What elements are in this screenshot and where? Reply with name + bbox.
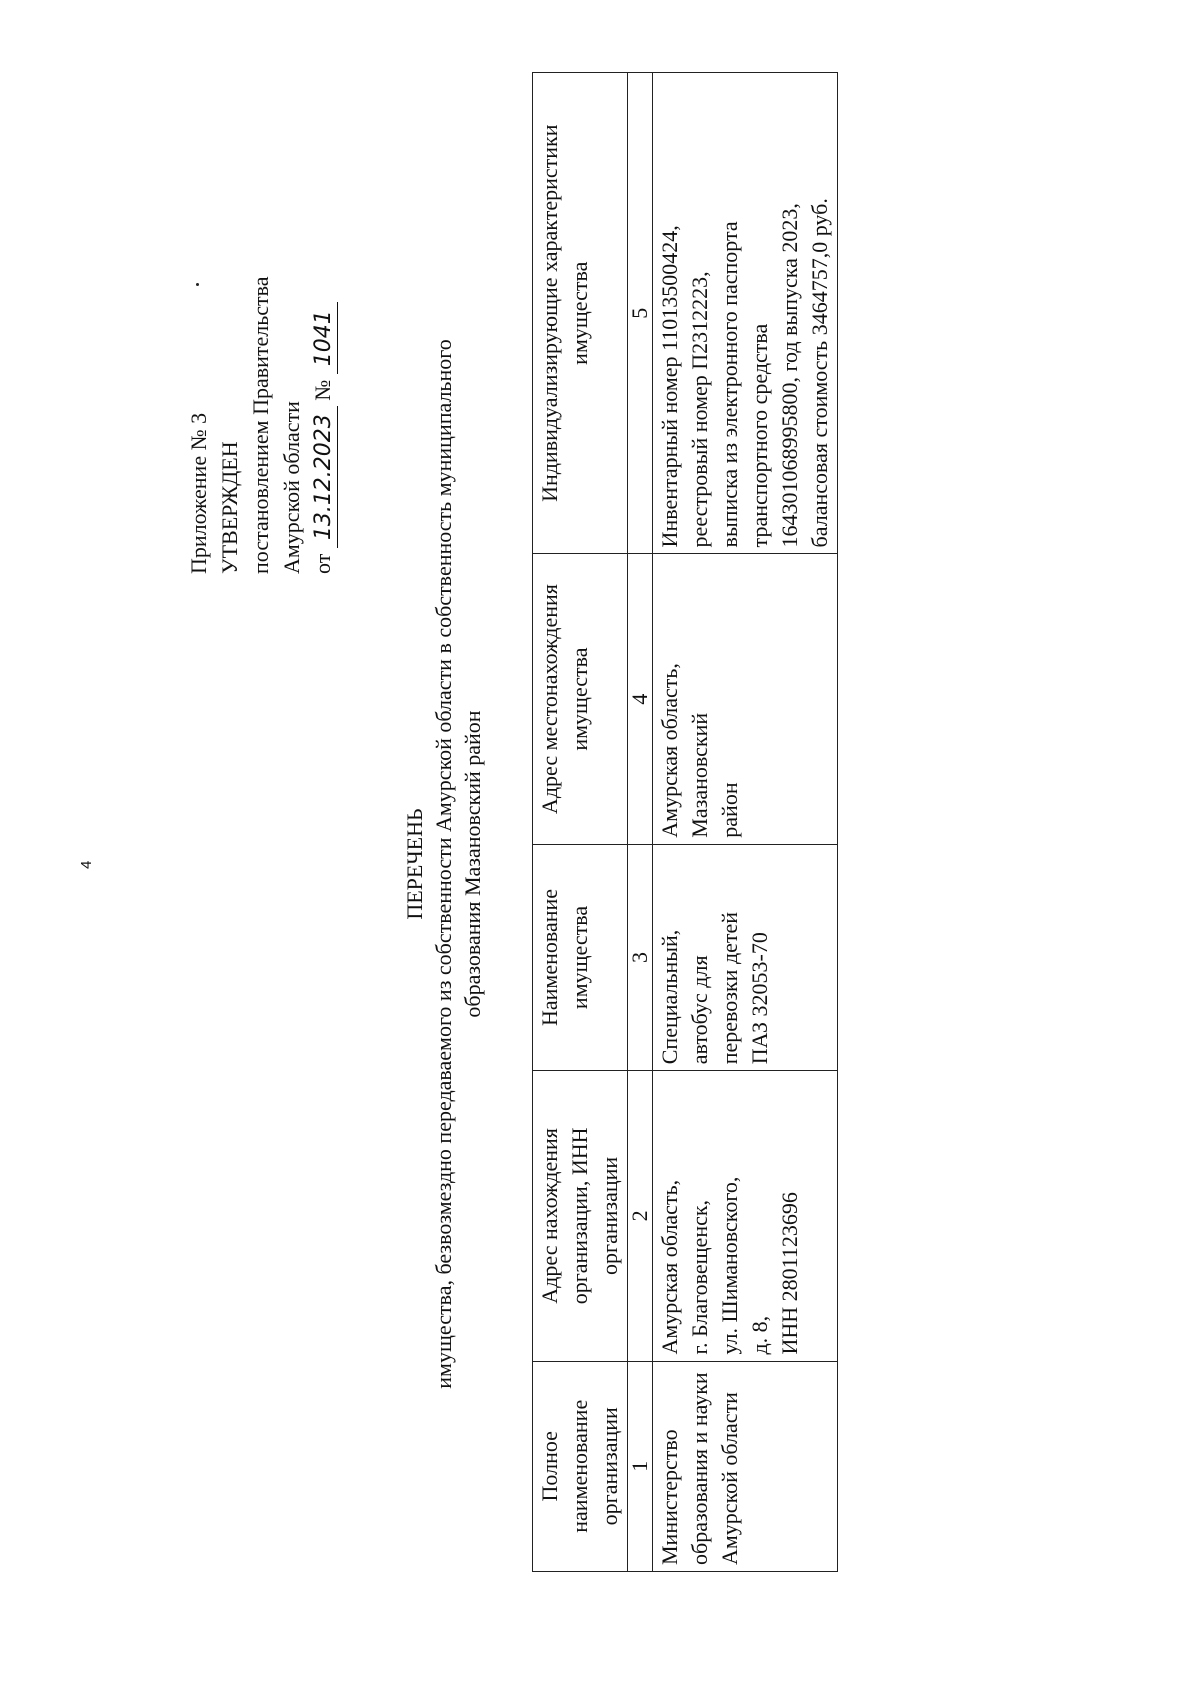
cell-org-address bbox=[653, 1071, 838, 1361]
cell-line: г. Благовещенск, bbox=[687, 1199, 712, 1355]
cell-line: автобус для bbox=[687, 955, 712, 1065]
date-prefix: от bbox=[310, 553, 335, 574]
cell-line: ПАЗ 32053-70 bbox=[747, 932, 772, 1065]
header-property-characteristics: Индивидуализирующие характеристики имущества bbox=[533, 73, 628, 554]
table-header-row bbox=[533, 73, 628, 1572]
handwritten-date: 13.12.2023 bbox=[311, 406, 338, 548]
cell-line: реестровый номер П2312223, bbox=[687, 271, 712, 548]
column-number-row bbox=[628, 73, 653, 1572]
cell-line: Амурской области bbox=[717, 1392, 742, 1565]
cell-line: ул. Шимановского, bbox=[717, 1176, 742, 1355]
cell-property-name bbox=[653, 844, 838, 1071]
header-property-name: Наименование имущества bbox=[533, 844, 628, 1071]
document-title bbox=[400, 339, 487, 1389]
property-table bbox=[532, 72, 838, 1572]
number-prefix: № bbox=[310, 379, 335, 401]
title-line-2: имущества, безвозмездно передаваемого из собственности Амурской области в собственность муниципального bbox=[431, 339, 456, 1389]
header-property-location: Адрес местонахождения имущества bbox=[533, 554, 628, 844]
handwritten-number: 1041 bbox=[311, 302, 338, 374]
approval-region: Амурской области bbox=[279, 401, 304, 574]
table-row bbox=[653, 73, 838, 1572]
column-number: 1 bbox=[628, 1361, 653, 1571]
header-org-address: Адрес нахождения организации, ИНН организации bbox=[533, 1071, 628, 1361]
cell-line: 164301068995800, год выпуска 2023, bbox=[777, 203, 802, 548]
cell-line: образования и науки bbox=[687, 1372, 712, 1565]
cell-line: транспортного средства bbox=[747, 323, 772, 548]
cell-property-characteristics bbox=[653, 73, 838, 554]
cell-line: Специальный, bbox=[657, 929, 682, 1065]
page-number: 4 bbox=[78, 860, 95, 869]
cell-line: д. 8, bbox=[747, 1315, 772, 1355]
column-number: 2 bbox=[628, 1071, 653, 1361]
header-org-name: Полное наименование организации bbox=[533, 1361, 628, 1571]
title-heading: ПЕРЕЧЕНЬ bbox=[402, 808, 427, 920]
cell-line: ИНН 2801123696 bbox=[777, 1192, 802, 1355]
approval-approved: УТВЕРЖДЕН bbox=[217, 441, 242, 574]
cell-property-location bbox=[653, 554, 838, 844]
cell-line: Министерство bbox=[657, 1429, 682, 1565]
title-line-3: образования Мазановский район bbox=[460, 710, 485, 1018]
column-number: 5 bbox=[628, 73, 653, 554]
cell-line: балансовая стоимость 3464757,0 руб. bbox=[807, 198, 832, 548]
cell-line: Амурская область, bbox=[657, 663, 682, 838]
column-number: 3 bbox=[628, 844, 653, 1071]
cell-line: перевозки детей bbox=[717, 911, 742, 1065]
cell-line: Инвентарный номер 11013500424, bbox=[657, 225, 682, 548]
cell-line: Мазановский bbox=[687, 712, 712, 838]
approval-appendix: Приложение № 3 bbox=[186, 412, 211, 574]
cell-line: Амурская область, bbox=[657, 1179, 682, 1355]
approval-by-decree: постановлением Правительства bbox=[248, 276, 273, 574]
column-number: 4 bbox=[628, 554, 653, 844]
approval-date-line bbox=[307, 276, 338, 574]
approval-block bbox=[183, 276, 338, 574]
cell-line: район bbox=[717, 782, 742, 838]
cell-line: выписка из электронного паспорта bbox=[717, 221, 742, 548]
cell-org-name bbox=[653, 1361, 838, 1571]
